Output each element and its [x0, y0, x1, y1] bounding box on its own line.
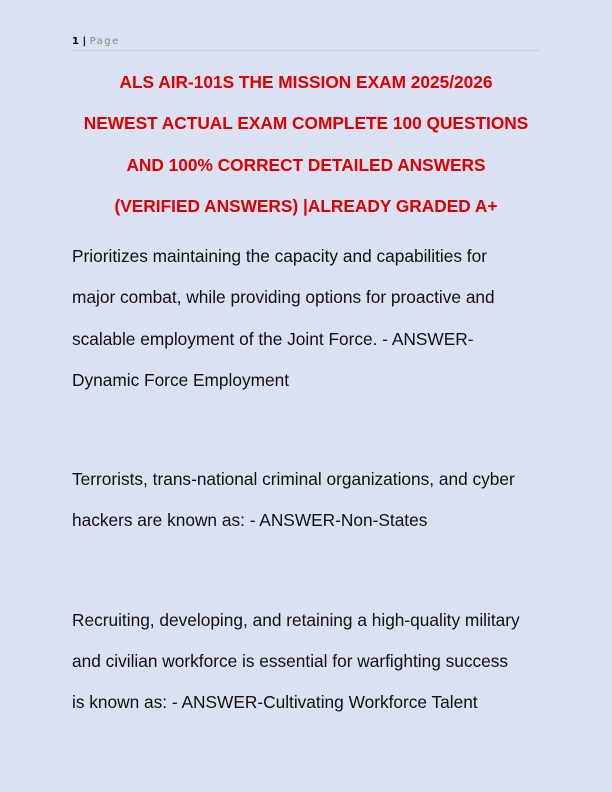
qa-item-3 [72, 600, 552, 724]
qa-line: scalable employment of the Joint Force. - ANSWER- [72, 328, 474, 349]
qa-line: Terrorists, trans-national criminal organizations, and cyber [72, 469, 515, 490]
title-line-1: ALS AIR-101S THE MISSION EXAM 2025/2026 [119, 72, 493, 92]
qa-line: major combat, while providing options for proactive and [72, 287, 495, 308]
qa-line: and civilian workforce is essential for warfighting success [72, 651, 509, 672]
qa-item-1 [72, 236, 552, 401]
qa-item-2 [72, 459, 552, 542]
title-line-4: (VERIFIED ANSWERS) |ALREADY GRADED A+ [114, 196, 498, 217]
qa-line: Prioritizes maintaining the capacity and capabilities for [72, 246, 487, 266]
page-number: 1 [72, 36, 79, 47]
title-line-3: AND 100% CORRECT DETAILED ANSWERS [126, 154, 486, 175]
title-line-2: NEWEST ACTUAL EXAM COMPLETE 100 QUESTIONS [83, 113, 529, 134]
qa-line: Dynamic Force Employment [72, 369, 290, 390]
page-header [72, 36, 540, 51]
paragraph-spacer [72, 542, 552, 600]
document-title [60, 62, 552, 228]
qa-line: hackers are known as: - ANSWER-Non-States [72, 510, 428, 531]
paragraph-spacer [72, 401, 552, 459]
header-separator: | [78, 36, 90, 47]
page-label: Page [89, 36, 120, 47]
qa-line: is known as: - ANSWER-Cultivating Workforce Talent [72, 692, 478, 713]
qa-line: Recruiting, developing, and retaining a high-quality military [72, 609, 520, 630]
document-body [72, 236, 552, 724]
